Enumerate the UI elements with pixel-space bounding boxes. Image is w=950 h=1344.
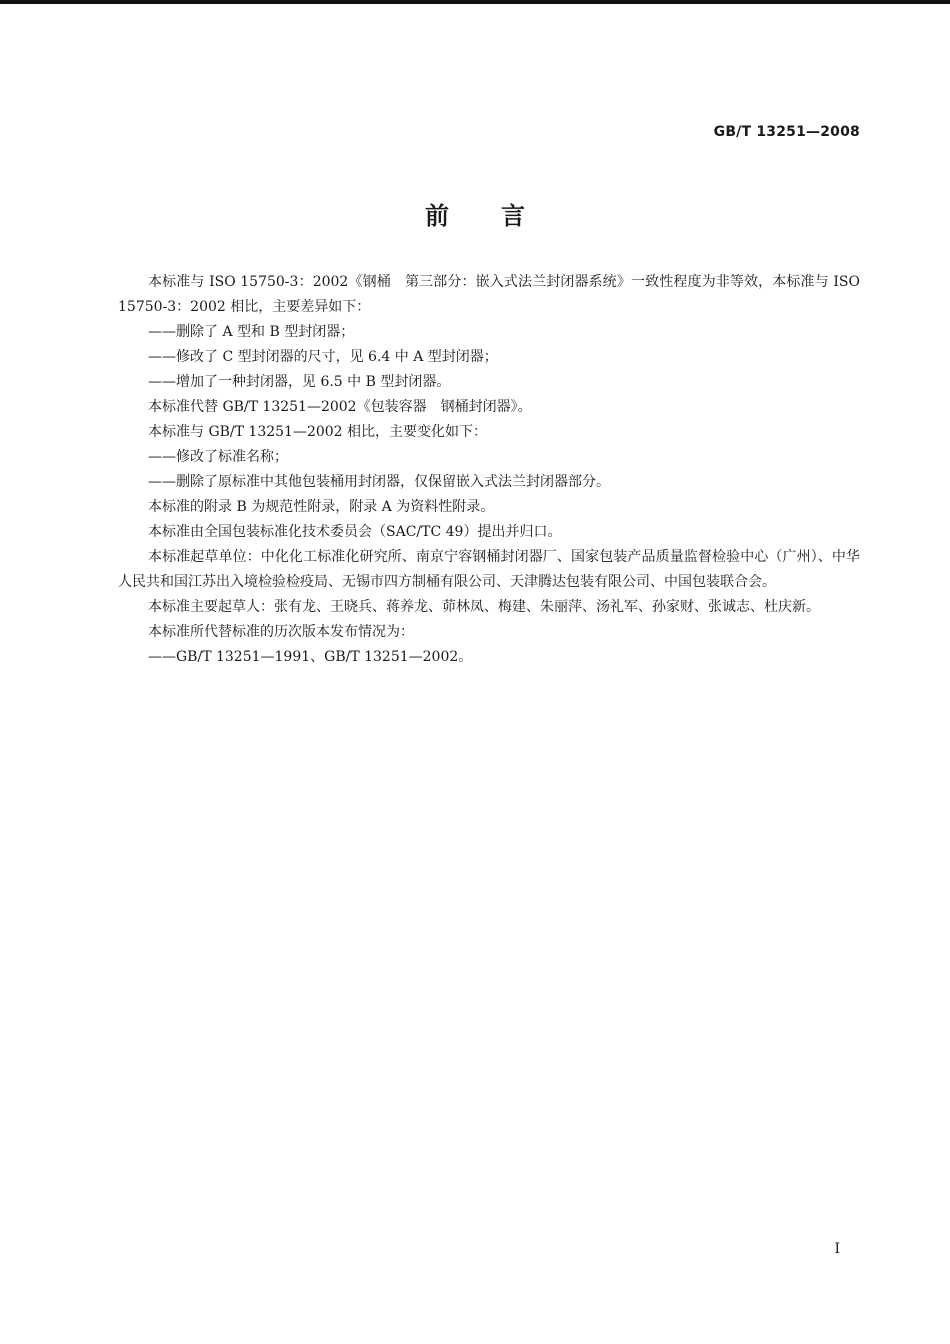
standard-code: GB/T 13251—2008: [713, 124, 860, 140]
paragraph-replaces: 本标准代替 GB/T 13251—2002《包装容器 钢桶封闭器》。: [148, 399, 532, 415]
page-title: 前言: [425, 202, 577, 230]
paragraph-changes: 本标准与 GB/T 13251—2002 相比，主要变化如下：: [148, 424, 488, 440]
paragraph-drafters: 本标准主要起草人：张有龙、王晓兵、蒋养龙、茆林凤、梅建、朱丽萍、汤礼军、孙家财、张诚志、杜庆新。: [148, 599, 820, 615]
paragraph-proposer: 本标准由全国包装标准化技术委员会（SAC/TC 49）提出并归口。: [148, 524, 562, 540]
list-item: ——修改了标准名称；: [148, 449, 288, 465]
list-item: ——删除了 A 型和 B 型封闭器；: [148, 324, 355, 340]
foreword-body: [118, 270, 860, 670]
list-item: ——修改了 C 型封闭器的尺寸，见 6.4 中 A 型封闭器；: [148, 349, 498, 365]
paragraph-annex: 本标准的附录 B 为规范性附录，附录 A 为资料性附录。: [148, 499, 495, 515]
paragraph-iso-relation: 本标准与 ISO 15750-3：2002《钢桶 第三部分：嵌入式法兰封闭器系统》一致性程度为非等效，本标准与 ISO 15750-3：2002 相比，主要差异如下：: [118, 274, 860, 315]
list-item: ——增加了一种封闭器，见 6.5 中 B 型封闭器。: [148, 374, 451, 390]
list-item: ——删除了原标准中其他包装桶用封闭器，仅保留嵌入式法兰封闭器部分。: [148, 474, 610, 490]
page-number: I: [834, 1241, 840, 1257]
paragraph-drafting-units: 本标准起草单位：中化化工标准化研究所、南京宁容钢桶封闭器厂、国家包装产品质量监督检验中心（广州）、中华人民共和国江苏出入境检验检疫局、无锡市四方制桶有限公司、天津腾达包装有限公司、中国包装联合会。: [118, 549, 860, 590]
list-item: ——GB/T 13251—1991、GB/T 13251—2002。: [148, 649, 473, 665]
paragraph-history: 本标准所代替标准的历次版本发布情况为：: [148, 624, 414, 640]
scan-top-edge: [0, 0, 950, 4]
